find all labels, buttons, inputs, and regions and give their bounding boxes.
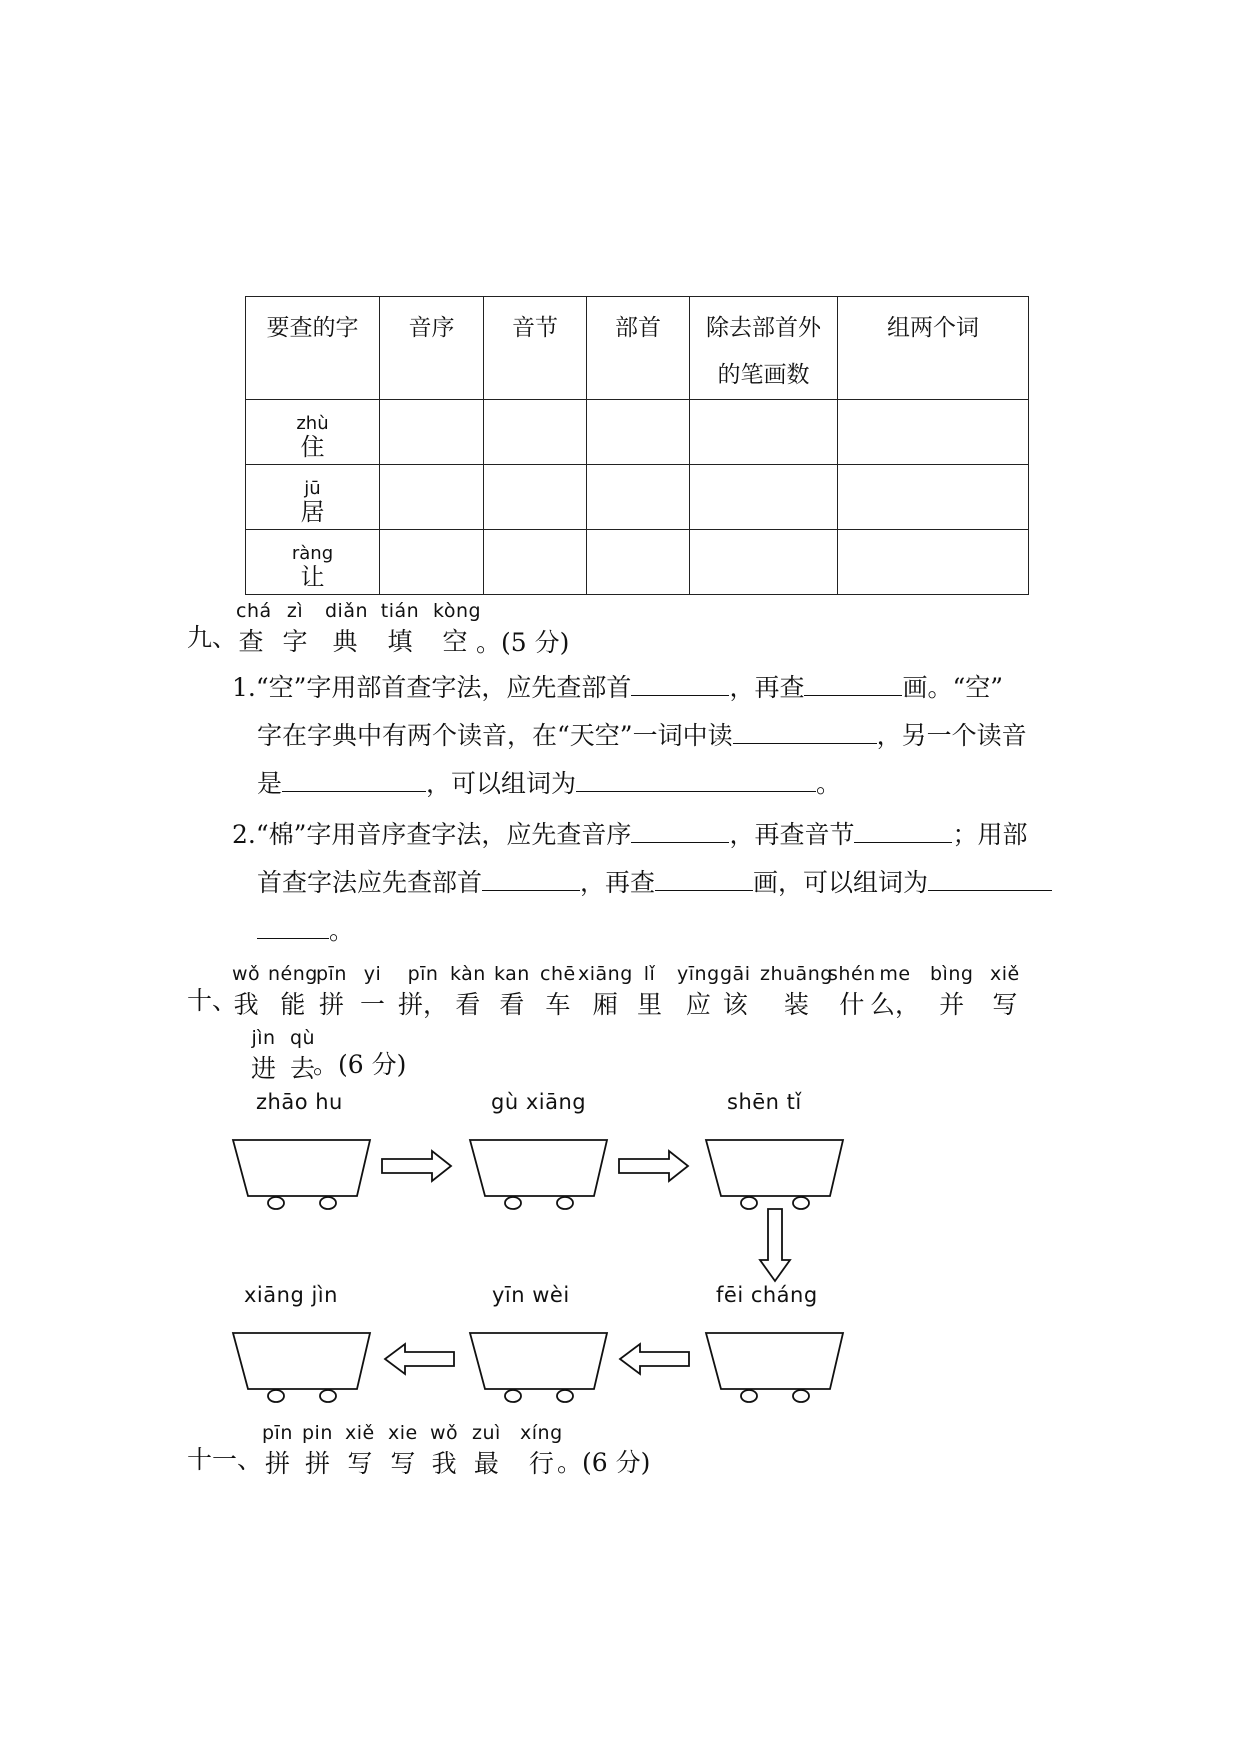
q2-number: 2. — [232, 820, 256, 849]
hanzi: 装 — [783, 990, 809, 1019]
hanzi: 么， — [870, 990, 921, 1019]
hanzi: 什 — [839, 990, 865, 1019]
cart-2[interactable] — [470, 1140, 607, 1209]
hanzi: 能 — [280, 990, 306, 1019]
pinyin: me — [879, 963, 911, 985]
pinyin: pīn — [262, 1422, 293, 1444]
hanzi: 去 — [290, 1054, 316, 1083]
pinyin: lǐ — [643, 963, 656, 985]
section-11-score: 。(6 分) — [557, 1448, 651, 1477]
row-pinyin: ràng — [291, 543, 334, 564]
pinyin: bìng — [930, 963, 974, 985]
pinyin: xíng — [520, 1422, 563, 1444]
cart-1[interactable] — [233, 1140, 370, 1209]
hanzi: 我 — [233, 990, 259, 1019]
ruby — [345, 1422, 375, 1480]
header-yinjie: 音节 — [484, 297, 587, 400]
pinyin: kàn — [450, 963, 486, 985]
q2-text: ；用部 — [952, 820, 1028, 849]
header-yinxu: 音序 — [380, 297, 484, 400]
pinyin: pīn — [316, 963, 347, 985]
q2-text: 首查字法应先查部首 — [257, 868, 483, 897]
cart-5[interactable] — [470, 1333, 607, 1402]
hanzi: 空 — [442, 627, 468, 656]
pinyin: xie — [388, 1422, 418, 1444]
arrow-left-icon — [385, 1344, 454, 1374]
pinyin: yi — [363, 963, 382, 985]
ruby — [430, 1422, 458, 1480]
cart-3[interactable] — [706, 1140, 843, 1209]
hanzi: 并 — [939, 990, 965, 1019]
q1-text: ，可以组词为 — [426, 769, 577, 798]
hanzi: 里 — [637, 990, 663, 1019]
hanzi: 拼 — [304, 1449, 330, 1478]
q1-text: 。 — [816, 769, 842, 798]
hanzi: 拼 — [318, 990, 344, 1019]
pinyin: kòng — [433, 600, 482, 622]
hanzi: 该 — [722, 990, 748, 1019]
hanzi: 看 — [499, 990, 525, 1019]
hanzi: 进 — [251, 1054, 277, 1083]
row-pinyin: zhù — [296, 413, 329, 434]
hanzi: 我 — [431, 1449, 457, 1478]
q2-text: 画，可以组词为 — [753, 868, 929, 897]
arrow-left-icon — [620, 1344, 689, 1374]
pinyin: pīn — [407, 963, 439, 985]
pinyin: xiě — [990, 963, 1020, 985]
pinyin: chá — [236, 600, 272, 622]
pinyin: chē — [540, 963, 576, 985]
cart-label: xiāng jìn — [244, 1283, 338, 1307]
cart-label: fēi cháng — [716, 1283, 818, 1307]
pinyin: zuì — [472, 1422, 501, 1444]
header-stroke-line2: 的笔画数 — [717, 362, 810, 388]
row-char: 让 — [300, 563, 325, 591]
pinyin: tián — [380, 600, 420, 622]
hanzi: 车 — [545, 990, 571, 1019]
section-9-number: 九、 — [187, 623, 238, 652]
hanzi: 厢 — [592, 990, 618, 1019]
q1-text: “空”字用部首查字法，应先查部首 — [255, 673, 632, 702]
q1-text: ，另一个读音 — [876, 721, 1027, 750]
arrow-right-icon — [382, 1151, 451, 1181]
q2-text: ，再查 — [580, 868, 656, 897]
arrow-down-icon — [760, 1209, 790, 1281]
pinyin: néng — [268, 963, 318, 985]
q2-text: “棉”字用音序查字法，应先查音序 — [255, 820, 632, 849]
ruby — [262, 1422, 293, 1480]
ruby — [472, 1422, 501, 1480]
pinyin: yīng — [677, 963, 720, 985]
row-char: 住 — [300, 433, 325, 461]
cart-4[interactable] — [233, 1333, 370, 1402]
ruby — [388, 1422, 418, 1480]
q2-text: ，再查音节 — [729, 820, 855, 849]
ruby — [302, 1422, 333, 1480]
hanzi: 一 — [360, 990, 386, 1019]
header-stroke-line1: 除去部首外 — [706, 315, 821, 341]
hanzi: 查 — [238, 627, 264, 656]
pinyin: shén — [828, 963, 876, 985]
pinyin: wǒ — [430, 1422, 459, 1444]
cart-label: yīn wèi — [492, 1283, 570, 1307]
hanzi: 填 — [387, 627, 413, 656]
arrow-right-icon — [619, 1151, 688, 1181]
hanzi: 典 — [332, 627, 358, 656]
q1-text: 是 — [257, 769, 283, 798]
pinyin: qù — [290, 1027, 316, 1049]
pinyin: gāi — [720, 963, 751, 985]
hanzi: 写 — [992, 990, 1018, 1019]
header-words: 组两个词 — [838, 297, 1029, 400]
hanzi: 拼 — [264, 1449, 290, 1478]
header-bushou: 部首 — [587, 297, 690, 400]
hanzi: 写 — [390, 1449, 416, 1478]
hanzi: 行 — [528, 1449, 554, 1478]
cart-label: shēn tǐ — [727, 1090, 802, 1114]
hanzi: 字 — [282, 627, 308, 656]
pinyin: zhuāng — [760, 963, 833, 985]
pinyin: kan — [494, 963, 530, 985]
q1-number: 1. — [232, 673, 256, 702]
cart-label: zhāo hu — [256, 1090, 343, 1114]
q1-text: 字在字典中有两个读音，在“天空”一词中读 — [257, 721, 733, 750]
hanzi: 拼， — [398, 990, 449, 1019]
hanzi: 看 — [455, 990, 481, 1019]
pinyin: pin — [302, 1422, 333, 1444]
row-char: 居 — [300, 498, 325, 526]
pinyin: xiě — [345, 1422, 375, 1444]
hanzi: 最 — [473, 1449, 499, 1478]
hanzi: 写 — [347, 1449, 373, 1478]
q1-text: ，再查 — [729, 673, 805, 702]
header-char: 要查的字 — [246, 297, 380, 400]
section-10-score: 。(6 分) — [313, 1050, 407, 1079]
pinyin: zì — [286, 600, 304, 622]
hanzi: 应 — [685, 990, 711, 1019]
q1-text: 画。“空” — [902, 673, 1004, 702]
section-11-number: 十一、 — [187, 1445, 263, 1474]
pinyin: wǒ — [232, 963, 261, 985]
section-10-number: 十、 — [187, 986, 238, 1015]
cart-label: gù xiāng — [491, 1090, 587, 1114]
pinyin: diǎn — [325, 600, 369, 622]
section-9-score: 。(5 分) — [476, 628, 570, 657]
pinyin: jìn — [251, 1027, 276, 1049]
cart-6[interactable] — [706, 1333, 843, 1402]
pinyin: xiāng — [578, 963, 633, 985]
q2-text: 。 — [329, 916, 355, 945]
row-pinyin: jū — [304, 478, 321, 499]
